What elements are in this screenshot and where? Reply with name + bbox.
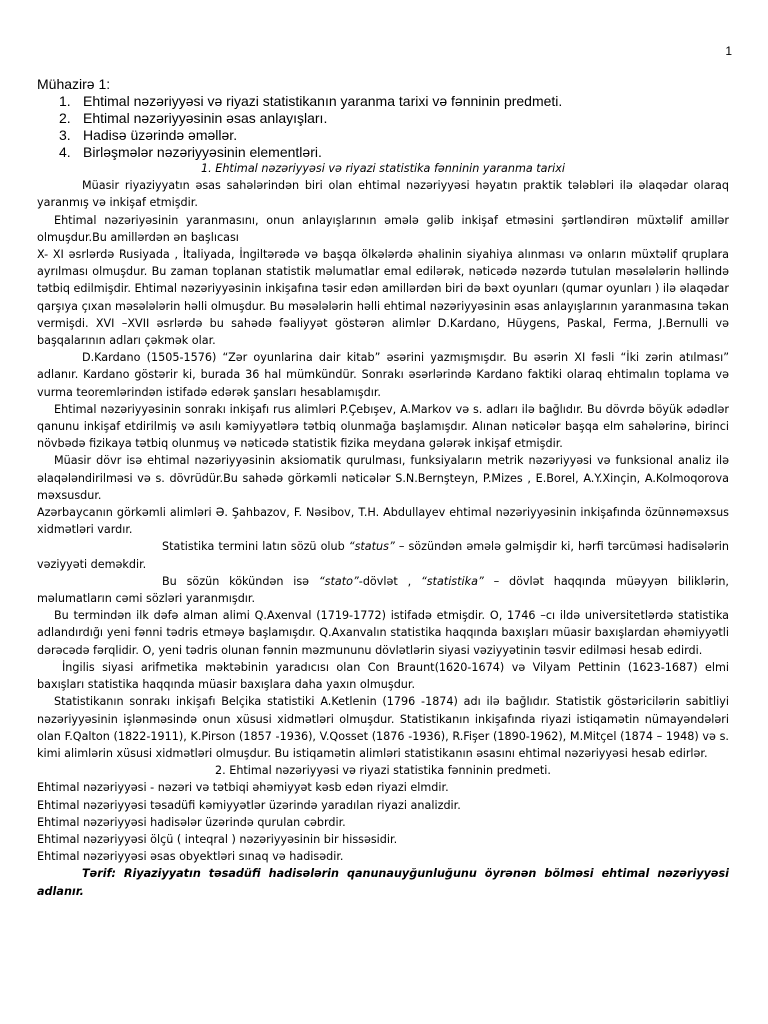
paragraph: Müasir riyaziyyatın əsas sahələrindən biri olan ehtimal nəzəriyyəsi həyatın praktik tələbləri ilə əlaqədar olaraq yaranmış və inkişaf etmişdir.	[37, 179, 729, 210]
definition-line: Ehtimal nəzəriyyəsi əsas obyektləri sınaq və hadisədir.	[37, 850, 344, 864]
definition-line: Ehtimal nəzəriyyəsi təsadüfi kəmiyyətlər üzərində yaradılan riyazi analizdir.	[37, 798, 461, 812]
paragraph: Ehtimal nəzəriyəsinin yaranmasını, onun anlayışlarının əmələ gəlib inkişaf etməsini şərtləndirən müxtəlif amillər olmuşdur.Bu amillərdən ən başlıcası	[37, 213, 729, 244]
paragraph: X- XI əsrlərdə Rusiyada , İtaliyada, İngiltərədə və başqa ölkələrdə əhalinin siyahiya alınması və onların müxtəlif qruplara ayrılması olmuşdur. Bu zaman toplanan statistik məlumatlar emal edilərək, nəticədə nəzərdə tutulan məsələlərin həllində tətbiq edilmişdir. Ehtimal nəzəriyyəsinin inkişafına təsir edən amillərdən biri də bəxt oyunları (qumar oyunları ) ilə əlaqədar qarşıya çıxan məsələlərin həlli olmuşdur. Bu məsələlərin həlli ehtimal nəzəriyyəsinin əsas anlayışlarının yaranmasına təkan vermişdi. XVI –XVII əsrlərdə bu sahədə fəaliyyət göstərən alimlər D.Kardano, Hüygens, Paskal, Ferma, J.Bernulli və başqalarının adları çəkmək olar.	[37, 248, 729, 348]
paragraph: Ehtimal nəzəriyyəsinin sonrakı inkişafı rus alimləri P.Çebışev, A.Markov və s. adları ilə bağlıdır. Bu dövrdə böyük ədədlər qanunu inkişaf etdirilmiş və asılı kəmiyyətlərə tətbiq olunmağa başlamışdır. Alınan nəticələr başqa elm sahələrinə, birinci növbədə fizikaya tətbiq olunmuş və nəticədə statistik fizika meydana gələrək inkişaf etmişdir.	[37, 402, 729, 451]
section-heading-subject: 2. Ehtimal nəzəriyyəsi və riyazi statistika fənninin predmeti.	[215, 764, 551, 778]
paragraph: Statistika termini latın sözü olub “status” – sözündən əmələ gəlmişdir ki, hərfi tərcüməsi hadisələrin vəziyyəti deməkdir.	[37, 540, 729, 571]
definition-line: Ehtimal nəzəriyyəsi ölçü ( inteqral ) nəzəriyyəsinin bir hissəsidir.	[37, 832, 398, 846]
lecture-body	[37, 160, 729, 900]
section-heading-history: 1. Ehtimal nəzəriyyəsi və riyazi statistika fənninin yaranma tarixi	[201, 162, 565, 175]
outline-item: 3. Hadisə üzərində əməllər.	[59, 127, 238, 143]
outline-item: 4. Birləşmələr nəzəriyyəsinin elementləri.	[59, 144, 322, 160]
outline-item: 2. Ehtimal nəzəriyyəsinin əsas anlayışları.	[59, 110, 328, 126]
lecture-outline	[37, 76, 737, 161]
paragraph: Bu termindən ilk dəfə alman alimi Q.Axenval (1719-1772) istifadə etmişdir. O, 1746 –cı ildə universitetlərdə statistika adlandırdığı yeni fənni tədris etməyə başlamışdır. Q.Axanvalın statistika haqqında baxışları müasir baxışlardan əhəmiyyətli dərəcədə fərqlidir. O, yeni tədris olunan fənnin məzmununu dövlətlərin siyasi vəziyyətinin təsvir edilməsi hesab edirdi.	[37, 609, 729, 657]
paragraph: Bu sözün kökündən isə “stato”-dövlət , “statistika” – dövlət haqqında müəyyən biliklərin, məlumatların cəmi sözləri yaranmışdır.	[37, 574, 729, 606]
definition-line: Ehtimal nəzəriyyəsi hadisələr üzərində qurulan cəbrdir.	[37, 815, 346, 829]
outline-title: Mühazirə 1:	[37, 76, 111, 92]
page-number: 1	[725, 44, 732, 58]
paragraph: Statistikanın sonrakı inkişafı Belçika statistiki A.Ketlenin (1796 -1874) adı ilə bağlıdır. Statistik göstəricilərin sabitliyi nəzəriyyəsinin işlənməsində onun xüsusi xidmətləri olmuşdur. Statistikanın inkişafında riyazi istiqamətin nümayəndələri olan F.Qalton (1822-1911), K.Pirson (1857 -1936), V.Qosset (1876 -1936), R.Fişer (1890-1962), M.Mitçel (1874 – 1948) və s. kimi alimlərin xüsusi xidmətləri olmuşdur. Bu istiqamətin alimləri statistikanın əsasını ehtimal nəzəriyyəsi hesab edirlər.	[37, 695, 729, 760]
paragraph: İngilis siyasi arifmetika məktəbinin yaradıcısı olan Con Braunt(1620-1674) və Vilyam Pettinin (1623-1687) elmi baxışları statistika haqqında müasir baxışlara daha yaxın olmuşdur.	[37, 660, 729, 692]
paragraph: D.Kardano (1505-1576) “Zər oyunlarina dair kitab” əsərini yazmışmışdır. Bu əsərin XI fəsli “İki zərin atılması” adlanır. Kardano göstərir ki, burada 36 hal mümkündür. Sonrakı əsərlərində Kardano faktiki olaraq ehtimalın toplama və vurma teoremlərindən istifadə edərək şansları hesablamışdır.	[37, 351, 729, 399]
outline-list	[37, 93, 737, 161]
paragraph: Müasir dövr isə ehtimal nəzəriyyəsinin aksiomatik qurulması, funksiyaların metrik nəzəriyyəsi və funksional analiz ilə əlaqələndirilməsi və s. dövrüdür.Bu sahədə görkəmli nəticələr S.N.Bernşteyn, P.Mizes , E.Borel, A.Y.Xinçin, A.Kolmoqorova məxsusdur.	[37, 454, 729, 502]
definition-line: Ehtimal nəzəriyyəsi - nəzəri və tətbiqi əhəmiyyət kəsb edən riyazi elmdir.	[37, 781, 449, 795]
outline-item: 1. Ehtimal nəzəriyyəsi və riyazi statistikanın yaranma tarixi və fənninin predmeti.	[59, 93, 563, 109]
formal-definition: Tərif: Riyaziyyatın təsadüfi hadisələrin qanunauyğunluğunu öyrənən bölməsi ehtimal nəzəriyyəsi adlanır.	[37, 867, 729, 898]
paragraph: Azərbaycanın görkəmli alimləri Ə. Şahbazov, F. Nəsibov, T.H. Abdullayev ehtimal nəzəriyyəsinin inkişafında özünnəməxsus xidmətləri vardır.	[37, 506, 729, 537]
